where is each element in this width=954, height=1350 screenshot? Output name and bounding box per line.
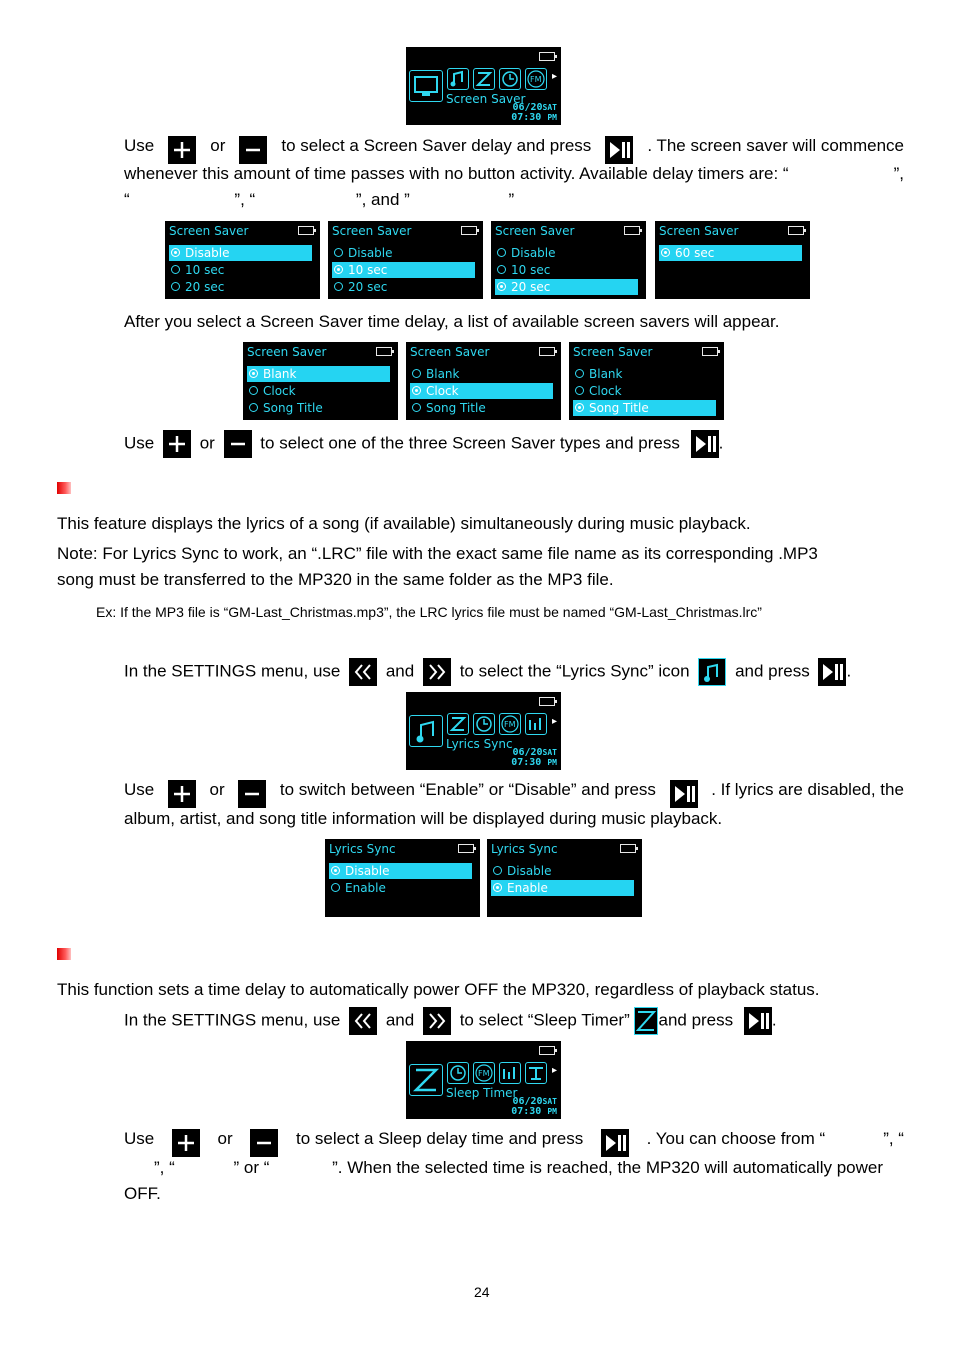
menu-option[interactable] (573, 383, 716, 399)
option-label: Disable (185, 246, 230, 260)
radio-icon (249, 369, 258, 378)
menu-option[interactable] (332, 279, 475, 295)
lyrics-switch-line1: Use or to switch between “Enable” or “Disable” and press . If lyrics are disabled, the (124, 780, 904, 808)
fm-icon (499, 713, 521, 735)
battery-icon (624, 226, 640, 235)
radio-icon (575, 403, 584, 412)
icon-caption: Sleep Timer (446, 1086, 518, 1100)
sleep-icon (409, 1064, 443, 1096)
minus-icon (239, 136, 267, 164)
clock-icon (473, 713, 495, 735)
play-pause-icon (744, 1007, 772, 1035)
option-label: Clock (263, 384, 296, 398)
para2: After you select a Screen Saver time delay, a list of available screen savers will appear. (124, 312, 780, 331)
rewind-icon (349, 1007, 377, 1035)
radio-icon (497, 282, 506, 291)
rewind-icon (349, 658, 377, 686)
time-display: 07:30 PM (511, 757, 557, 768)
menu-option[interactable] (169, 245, 312, 261)
menu-option[interactable] (491, 863, 634, 879)
battery-icon (376, 347, 392, 356)
option-label: Song Title (426, 401, 486, 415)
menu-option[interactable] (491, 880, 634, 896)
radio-icon (493, 883, 502, 892)
play-pause-icon (605, 136, 633, 164)
radio-icon (334, 265, 343, 274)
lyrics-example: Ex: If the MP3 file is “GM-Last_Christmas.mp3”, the LRC lyrics file must be named “GM-Last_Christmas.lrc” (96, 604, 762, 620)
date-display: 06/20SAT (512, 1096, 557, 1107)
menu-screen (406, 342, 561, 420)
sleep-icon (473, 68, 495, 90)
para1-line3: “ ”, “ ”, and ” ” (124, 190, 515, 209)
chevron-right-icon: ▸ (552, 716, 558, 727)
icon-caption: Screen Saver (446, 92, 526, 106)
battery-icon (298, 226, 314, 235)
fm-icon (473, 1062, 495, 1084)
radio-icon (331, 866, 340, 875)
lyrics-note-line1: Note: For Lyrics Sync to work, an “.LRC” file with the exact same file name as its corresponding .MP3 (57, 544, 818, 563)
radio-icon (249, 403, 258, 412)
sleep-icon-screen (406, 1041, 561, 1119)
menu-option[interactable] (495, 262, 638, 278)
option-label: 10 sec (348, 263, 388, 277)
radio-icon (575, 369, 584, 378)
menu-screen (569, 342, 724, 420)
menu-option[interactable] (329, 863, 472, 879)
battery-icon (461, 226, 477, 235)
option-label: 20 sec (348, 280, 388, 294)
minus-icon (224, 430, 252, 458)
lyrics-sync-icon (698, 658, 726, 686)
radio-icon (412, 386, 421, 395)
radio-icon (331, 883, 340, 892)
play-pause-icon (601, 1129, 629, 1157)
plus-icon (163, 430, 191, 458)
lyrics-desc: This feature displays the lyrics of a song (if available) simultaneously during music playback. (57, 514, 751, 533)
menu-option[interactable] (169, 262, 312, 278)
para1-line2: whenever this amount of time passes with no button activity. Available delay timers are: “ ”, (124, 164, 904, 183)
plus-icon (168, 136, 196, 164)
lyrics-nav: In the SETTINGS menu, use and to select the “Lyrics Sync” icon and press . (124, 658, 851, 686)
sleep-desc: This function sets a time delay to automatically power OFF the MP320, regardless of playback status. (57, 980, 820, 999)
minus-icon (238, 780, 266, 808)
option-label: 10 sec (511, 263, 551, 277)
option-label: Blank (426, 367, 460, 381)
battery-icon (788, 226, 804, 235)
menu-screen (655, 221, 810, 299)
date-display: 06/20SAT (512, 102, 557, 113)
play-pause-icon (818, 658, 846, 686)
menu-screen (487, 839, 642, 917)
radio-icon (575, 386, 584, 395)
sleep-icon (447, 713, 469, 735)
menu-screen (325, 839, 480, 917)
option-label: Song Title (263, 401, 323, 415)
menu-option[interactable] (410, 400, 553, 416)
screen-title: Screen Saver (247, 345, 327, 359)
option-label: 10 sec (185, 263, 225, 277)
option-label: Blank (589, 367, 623, 381)
play-pause-icon (670, 780, 698, 808)
option-label: Enable (507, 881, 548, 895)
menu-screen (491, 221, 646, 299)
page-number: 24 (474, 1284, 490, 1300)
menu-option[interactable] (410, 383, 553, 399)
equalizer-icon (499, 1062, 521, 1084)
battery-icon (702, 347, 718, 356)
menu-option[interactable] (410, 366, 553, 382)
clock-icon (499, 68, 521, 90)
sleep-timer-icon (634, 1007, 658, 1035)
option-label: Disable (507, 864, 552, 878)
option-label: Song Title (589, 401, 649, 415)
option-label: 60 sec (675, 246, 715, 260)
screen-title: Screen Saver (332, 224, 412, 238)
chevron-right-icon: ▸ (552, 1065, 558, 1076)
lyrics-icon-screen (406, 692, 561, 770)
menu-option[interactable] (247, 366, 390, 382)
monitor-icon (409, 70, 443, 102)
screen-title: Screen Saver (659, 224, 739, 238)
battery-icon (539, 1046, 555, 1055)
fast-forward-icon (423, 658, 451, 686)
sleep-choose-line1: Use or to select a Sleep delay time and press . You can choose from “ ”, “ (124, 1129, 904, 1157)
battery-icon (458, 844, 474, 853)
screensaver-icon-screen (406, 47, 561, 125)
option-label: Blank (263, 367, 297, 381)
sleep-choose-line2: ”, “ ” or “ ”. When the selected time is reached, the MP320 will automatically power (154, 1158, 884, 1177)
para3: Use or to select one of the three Screen Saver types and press . (124, 430, 723, 458)
lyrics-icon (447, 68, 469, 90)
menu-option[interactable] (329, 880, 472, 896)
battery-icon (539, 697, 555, 706)
radio-icon (171, 248, 180, 257)
screen-title: Screen Saver (410, 345, 490, 359)
battery-icon (539, 52, 555, 61)
minus-icon (250, 1129, 278, 1157)
lyrics-icon (409, 715, 443, 747)
icon-caption: Lyrics Sync (446, 737, 513, 751)
radio-icon (334, 248, 343, 257)
menu-option[interactable] (573, 400, 716, 416)
clock-icon (447, 1062, 469, 1084)
battery-icon (620, 844, 636, 853)
plus-icon (168, 780, 196, 808)
radio-icon (171, 265, 180, 274)
lyrics-switch-line2: album, artist, and song title information will be displayed during music playback. (124, 809, 723, 828)
menu-option[interactable] (495, 279, 638, 295)
radio-icon (249, 386, 258, 395)
radio-icon (493, 866, 502, 875)
menu-option[interactable] (247, 400, 390, 416)
time-display: 07:30 PM (511, 112, 557, 123)
lyrics-note-line2: song must be transferred to the MP320 in the same folder as the MP3 file. (57, 570, 614, 589)
menu-option[interactable] (573, 366, 716, 382)
option-label: Clock (426, 384, 459, 398)
menu-screen (165, 221, 320, 299)
option-label: Disable (345, 864, 390, 878)
record-icon (525, 1062, 547, 1084)
screen-title: Screen Saver (573, 345, 653, 359)
svg-text:FM: FM (504, 720, 516, 729)
option-label: Enable (345, 881, 386, 895)
time-display: 07:30 PM (511, 1106, 557, 1117)
sleep-nav: In the SETTINGS menu, use and to select “Sleep Timer” and press . (124, 1007, 777, 1035)
radio-icon (661, 248, 670, 257)
screen-title: Screen Saver (169, 224, 249, 238)
radio-icon (497, 265, 506, 274)
fm-icon (525, 68, 547, 90)
plus-icon (172, 1129, 200, 1157)
menu-screen (328, 221, 483, 299)
screen-title: Lyrics Sync (329, 842, 396, 856)
radio-icon (412, 403, 421, 412)
screen-title: Screen Saver (495, 224, 575, 238)
section-bullet-icon (57, 482, 71, 494)
option-label: Clock (589, 384, 622, 398)
menu-option[interactable] (332, 262, 475, 278)
equalizer-icon (525, 713, 547, 735)
menu-option[interactable] (169, 279, 312, 295)
menu-screen (243, 342, 398, 420)
option-label: Disable (348, 246, 393, 260)
sleep-choose-line3: OFF. (124, 1184, 161, 1203)
option-label: 20 sec (185, 280, 225, 294)
radio-icon (497, 248, 506, 257)
option-label: Disable (511, 246, 556, 260)
menu-option[interactable] (247, 383, 390, 399)
svg-text:FM: FM (530, 75, 542, 84)
menu-option[interactable] (495, 245, 638, 261)
para1-line1: Use or to select a Screen Saver delay and press . The screen saver will commence (124, 136, 904, 164)
section-bullet-icon (57, 948, 71, 960)
fast-forward-icon (423, 1007, 451, 1035)
menu-option[interactable] (659, 245, 802, 261)
battery-icon (539, 347, 555, 356)
chevron-right-icon: ▸ (552, 71, 558, 82)
screen-title: Lyrics Sync (491, 842, 558, 856)
radio-icon (334, 282, 343, 291)
svg-text:FM: FM (478, 1069, 490, 1078)
option-label: 20 sec (511, 280, 551, 294)
menu-option[interactable] (332, 245, 475, 261)
radio-icon (412, 369, 421, 378)
play-pause-icon (691, 430, 719, 458)
date-display: 06/20SAT (512, 747, 557, 758)
radio-icon (171, 282, 180, 291)
